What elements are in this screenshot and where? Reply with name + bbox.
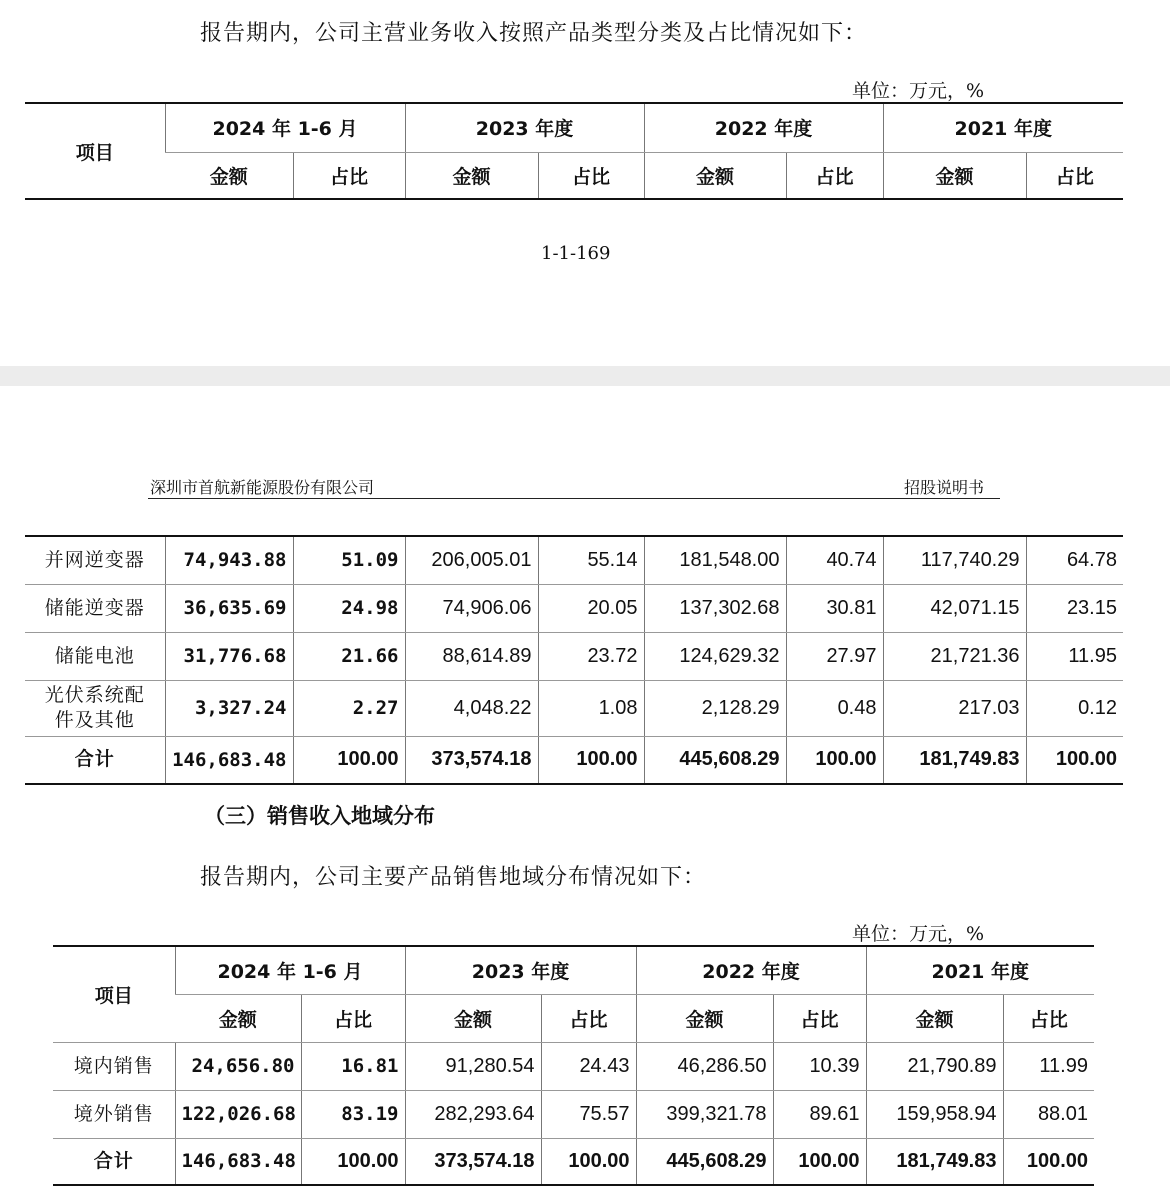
cell: 100.00 <box>293 736 405 784</box>
cell: 31,776.68 <box>165 632 293 680</box>
header-ratio: 占比 <box>786 152 883 199</box>
unit-label-region: 单位：万元，% <box>852 923 985 945</box>
header-ratio: 占比 <box>541 994 636 1042</box>
cell: 55.14 <box>538 536 644 584</box>
cell: 10.39 <box>773 1042 866 1090</box>
cell: 181,749.83 <box>883 736 1026 784</box>
header-ratio: 占比 <box>293 152 405 199</box>
table-row <box>25 536 1123 584</box>
table-row <box>53 1042 1094 1090</box>
cell: 137,302.68 <box>644 584 786 632</box>
product-table-header <box>25 102 1123 200</box>
total-row <box>25 736 1123 784</box>
header-amount: 金额 <box>866 994 1003 1042</box>
intro-text-product: 报告期内，公司主营业务收入按照产品类型分类及占比情况如下： <box>200 21 868 46</box>
cell: 100.00 <box>1026 736 1123 784</box>
unit-label-product: 单位：万元，% <box>852 80 985 102</box>
row-label: 境内销售 <box>53 1042 175 1090</box>
cell: 122,026.68 <box>175 1090 301 1138</box>
cell: 40.74 <box>786 536 883 584</box>
cell: 445,608.29 <box>636 1138 773 1185</box>
cell: 75.57 <box>541 1090 636 1138</box>
row-label: 储能电池 <box>25 632 165 680</box>
header-item: 项目 <box>25 103 165 199</box>
header-ratio: 占比 <box>301 994 405 1042</box>
cell: 217.03 <box>883 680 1026 736</box>
header-item: 项目 <box>53 946 175 1042</box>
document-type: 招股说明书 <box>904 478 985 497</box>
cell: 100.00 <box>541 1138 636 1185</box>
cell: 11.95 <box>1026 632 1123 680</box>
cell: 88.01 <box>1003 1090 1094 1138</box>
cell: 30.81 <box>786 584 883 632</box>
header-period-2021: 2021 年度 <box>883 103 1123 152</box>
cell: 100.00 <box>773 1138 866 1185</box>
cell: 4,048.22 <box>405 680 538 736</box>
company-name: 深圳市首航新能源股份有限公司 <box>150 478 375 497</box>
header-ratio: 占比 <box>1026 152 1123 199</box>
cell: 64.78 <box>1026 536 1123 584</box>
cell: 2.27 <box>293 680 405 736</box>
cell: 21,721.36 <box>883 632 1026 680</box>
cell: 27.97 <box>786 632 883 680</box>
cell: 11.99 <box>1003 1042 1094 1090</box>
cell: 24,656.80 <box>175 1042 301 1090</box>
cell: 51.09 <box>293 536 405 584</box>
cell: 91,280.54 <box>405 1042 541 1090</box>
row-label: 并网逆变器 <box>25 536 165 584</box>
cell: 100.00 <box>538 736 644 784</box>
cell: 42,071.15 <box>883 584 1026 632</box>
header-rule <box>148 498 1000 499</box>
cell: 100.00 <box>301 1138 405 1185</box>
header-period-2021: 2021 年度 <box>866 946 1094 994</box>
cell: 0.12 <box>1026 680 1123 736</box>
cell: 23.72 <box>538 632 644 680</box>
cell: 146,683.48 <box>175 1138 301 1185</box>
row-label-line1: 光伏系统配 <box>44 684 145 706</box>
row-label <box>25 680 165 736</box>
cell: 206,005.01 <box>405 536 538 584</box>
cell: 3,327.24 <box>165 680 293 736</box>
header-period-2022: 2022 年度 <box>644 103 883 152</box>
intro-text-region: 报告期内，公司主要产品销售地域分布情况如下： <box>200 865 707 890</box>
cell: 23.15 <box>1026 584 1123 632</box>
cell: 117,740.29 <box>883 536 1026 584</box>
table-row <box>25 584 1123 632</box>
header-amount: 金额 <box>209 165 248 188</box>
cell: 373,574.18 <box>405 1138 541 1185</box>
header-amount: 金额 <box>405 994 541 1042</box>
cell: 181,548.00 <box>644 536 786 584</box>
cell: 89.61 <box>773 1090 866 1138</box>
row-label: 境外销售 <box>53 1090 175 1138</box>
row-label-line2: 件及其他 <box>54 709 135 731</box>
cell: 1.08 <box>538 680 644 736</box>
table-row <box>53 1090 1094 1138</box>
row-label: 储能逆变器 <box>25 584 165 632</box>
total-row <box>53 1138 1094 1185</box>
cell: 100.00 <box>1003 1138 1094 1185</box>
header-ratio: 占比 <box>773 994 866 1042</box>
header-amount: 金额 <box>175 994 301 1042</box>
cell: 399,321.78 <box>636 1090 773 1138</box>
row-label: 合计 <box>93 1149 134 1172</box>
cell: 21.66 <box>293 632 405 680</box>
header-period-2024h1: 2024 年 1-6 月 <box>165 103 405 152</box>
cell: 124,629.32 <box>644 632 786 680</box>
cell: 74,943.88 <box>165 536 293 584</box>
header-amount: 金额 <box>883 152 1026 199</box>
cell: 445,608.29 <box>644 736 786 784</box>
cell: 0.48 <box>786 680 883 736</box>
cell: 159,958.94 <box>866 1090 1003 1138</box>
cell: 20.05 <box>538 584 644 632</box>
cell: 146,683.48 <box>165 736 293 784</box>
header-amount: 金额 <box>636 994 773 1042</box>
header-period-2024h1: 2024 年 1-6 月 <box>175 946 405 994</box>
table-row <box>25 632 1123 680</box>
page-number: 1-1-169 <box>541 243 611 264</box>
cell: 100.00 <box>786 736 883 784</box>
cell: 16.81 <box>301 1042 405 1090</box>
cell: 46,286.50 <box>636 1042 773 1090</box>
cell: 373,574.18 <box>405 736 538 784</box>
cell: 21,790.89 <box>866 1042 1003 1090</box>
table-row <box>25 680 1123 736</box>
cell: 74,906.06 <box>405 584 538 632</box>
section-title: （三）销售收入地域分布 <box>204 803 435 828</box>
cell: 88,614.89 <box>405 632 538 680</box>
cell: 24.98 <box>293 584 405 632</box>
region-revenue-table <box>53 945 1094 1186</box>
product-revenue-table <box>25 535 1123 785</box>
header-amount: 金额 <box>405 152 538 199</box>
cell: 282,293.64 <box>405 1090 541 1138</box>
header-amount: 金额 <box>644 152 786 199</box>
cell: 24.43 <box>541 1042 636 1090</box>
header-ratio: 占比 <box>1003 994 1094 1042</box>
row-label: 合计 <box>74 748 115 771</box>
cell: 2,128.29 <box>644 680 786 736</box>
header-period-2023: 2023 年度 <box>405 103 644 152</box>
header-period-2022: 2022 年度 <box>636 946 866 994</box>
cell: 181,749.83 <box>866 1138 1003 1185</box>
cell: 36,635.69 <box>165 584 293 632</box>
header-period-2023: 2023 年度 <box>405 946 636 994</box>
cell: 83.19 <box>301 1090 405 1138</box>
page-separator <box>0 366 1170 386</box>
header-ratio: 占比 <box>538 152 644 199</box>
